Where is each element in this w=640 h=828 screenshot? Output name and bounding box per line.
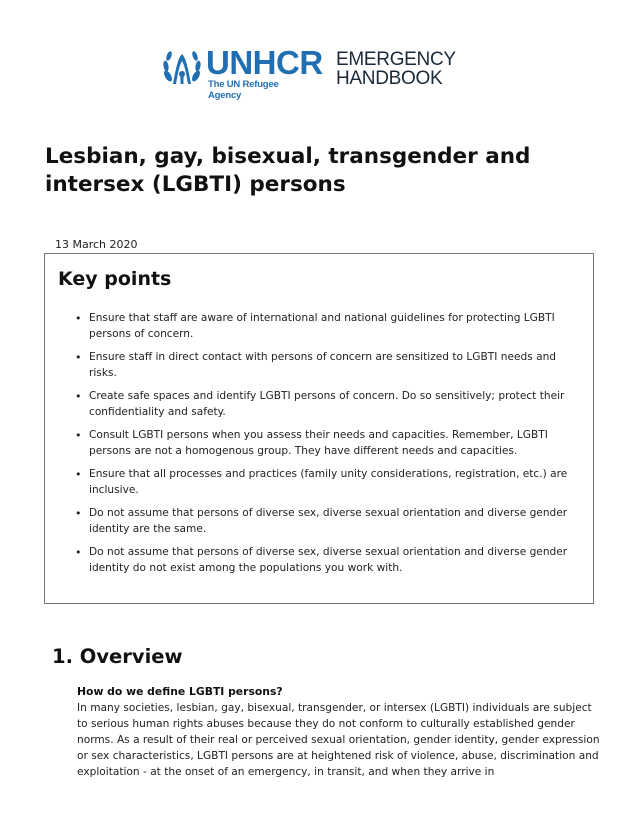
list-item: • Create safe spaces and identify LGBTI persons of concern. Do so sensitively; protect their confidentiality and safety. [75, 389, 575, 420]
list-item: • Ensure that staff are aware of international and national guidelines for protecting LGBTI persons of concern. [75, 311, 575, 342]
unhcr-tagline: The UN Refugee Agency [208, 79, 279, 101]
list-item: • Ensure staff in direct contact with persons of concern are sensitized to LGBTI needs and risks. [75, 350, 575, 381]
emergency-handbook-logo [336, 50, 456, 88]
list-item: • Consult LGBTI persons when you assess their needs and capacities. Remember, LGBTI persons are not a homogenous group. They have different needs and capacities. [75, 428, 575, 459]
list-item: • Do not assume that persons of diverse sex, diverse sexual orientation and diverse gender identity do not exist among the populations you work with. [75, 545, 575, 576]
list-item: • Ensure that all processes and practices (family unity considerations, registration, etc.) are inclusive. [75, 467, 575, 498]
page-title: Lesbian, gay, bisexual, transgender and intersex (LGBTI) persons [45, 144, 531, 197]
key-points-box [44, 253, 594, 604]
key-points-list [75, 311, 575, 584]
handbook-line-2: HANDBOOK [336, 68, 443, 89]
unhcr-logo [162, 44, 323, 101]
definition-question: How do we define LGBTI persons? [77, 685, 283, 698]
page-header [0, 0, 640, 110]
publication-date: 13 March 2020 [55, 238, 138, 251]
unhcr-wordmark: UNHCR [206, 44, 323, 81]
overview-paragraph: In many societies, lesbian, gay, bisexual, transgender, or intersex (LGBTI) individuals are subject to serious human rights abuses because they do not conform to culturally established gender norms. As a result of their real or perceived sexual orientation, gender identity, gender expression or sex characteristics, LGBTI persons are at heightened risk of violence, abuse, discrimination and exploitation - at the onset of an emergency, in transit, and when they arrive in [77, 702, 600, 778]
overview-heading: 1. Overview [52, 645, 183, 668]
unhcr-emblem-icon [162, 46, 202, 90]
key-points-heading: Key points [58, 268, 172, 290]
list-item: • Do not assume that persons of diverse sex, diverse sexual orientation and diverse gender identity are the same. [75, 506, 575, 537]
handbook-line-1: EMERGENCY [336, 49, 456, 70]
